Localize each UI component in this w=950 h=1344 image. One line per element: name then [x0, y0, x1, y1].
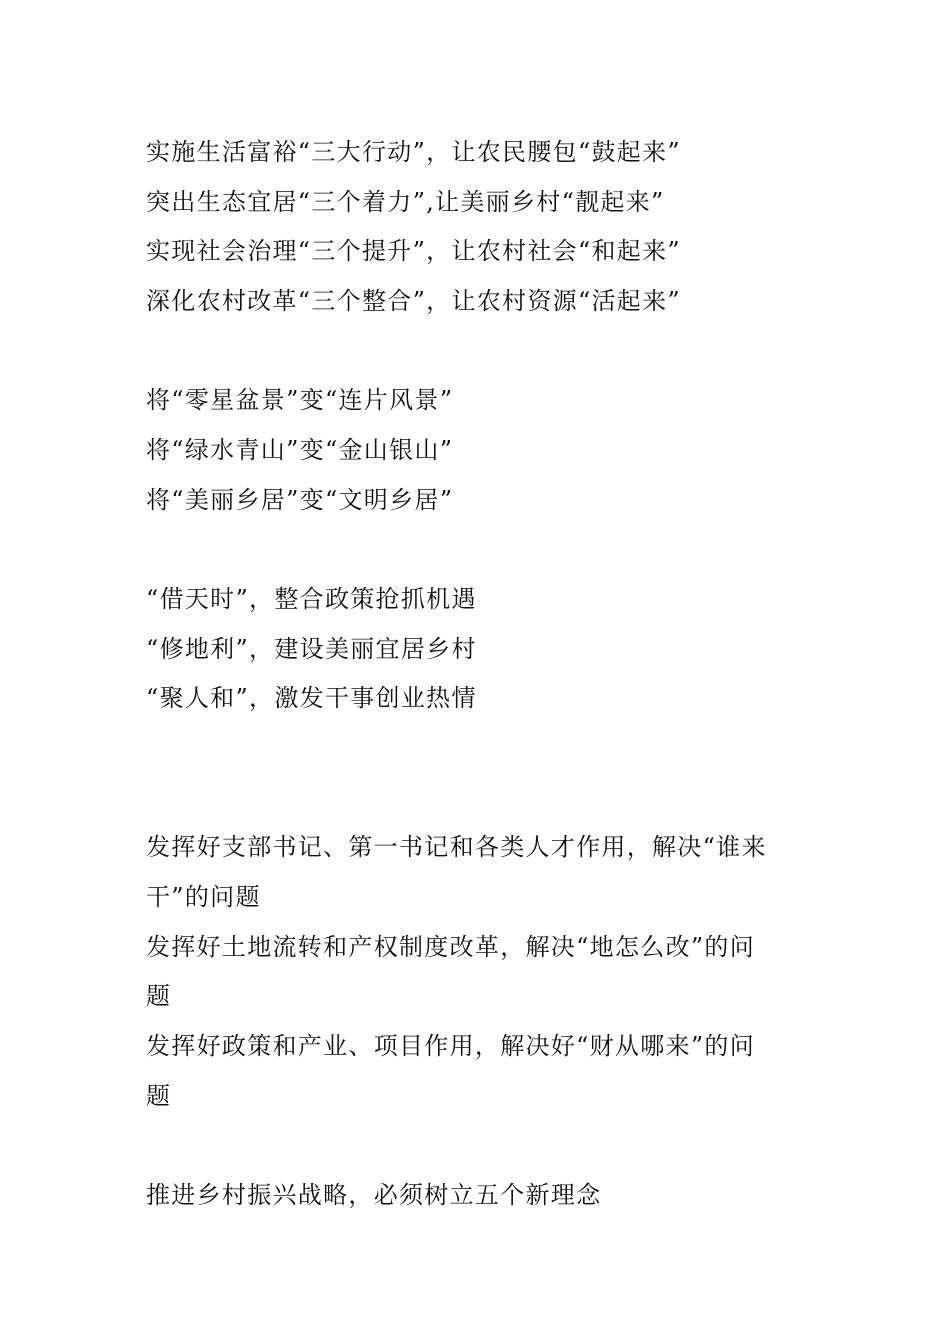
text-line: 深化农村改革“三个整合”，让农村资源“活起来”	[146, 287, 681, 315]
text-line: “聚人和”，激发干事创业热情	[146, 684, 477, 712]
text-line: 实施生活富裕“三大行动”，让农民腰包“鼓起来”	[146, 138, 681, 166]
text-line: 题	[146, 1082, 172, 1110]
text-line: 将“绿水青山”变“金山银山”	[146, 436, 454, 464]
text-line: 题	[146, 982, 172, 1010]
text-line: “借天时”，整合政策抢抓机遇	[146, 585, 477, 613]
text-line: 推进乡村振兴战略，必须树立五个新理念	[146, 1181, 602, 1209]
text-line: 干”的问题	[146, 883, 261, 911]
text-line: 发挥好支部书记、第一书记和各类人才作用，解决“谁来	[146, 833, 767, 861]
text-line: “修地利”，建设美丽宜居乡村	[146, 635, 477, 663]
text-line: 发挥好政策和产业、项目作用，解决好“财从哪来”的问	[146, 1032, 756, 1060]
text-line: 将“零星盆景”变“连片风景”	[146, 386, 454, 414]
text-line: 实现社会治理“三个提升”，让农村社会“和起来”	[146, 237, 681, 265]
text-line: 发挥好土地流转和产权制度改革，解决“地怎么改”的问	[146, 933, 756, 961]
text-line: 突出生态宜居“三个着力”,让美丽乡村“靓起来”	[146, 188, 665, 216]
text-line: 将“美丽乡居”变“文明乡居”	[146, 486, 454, 514]
